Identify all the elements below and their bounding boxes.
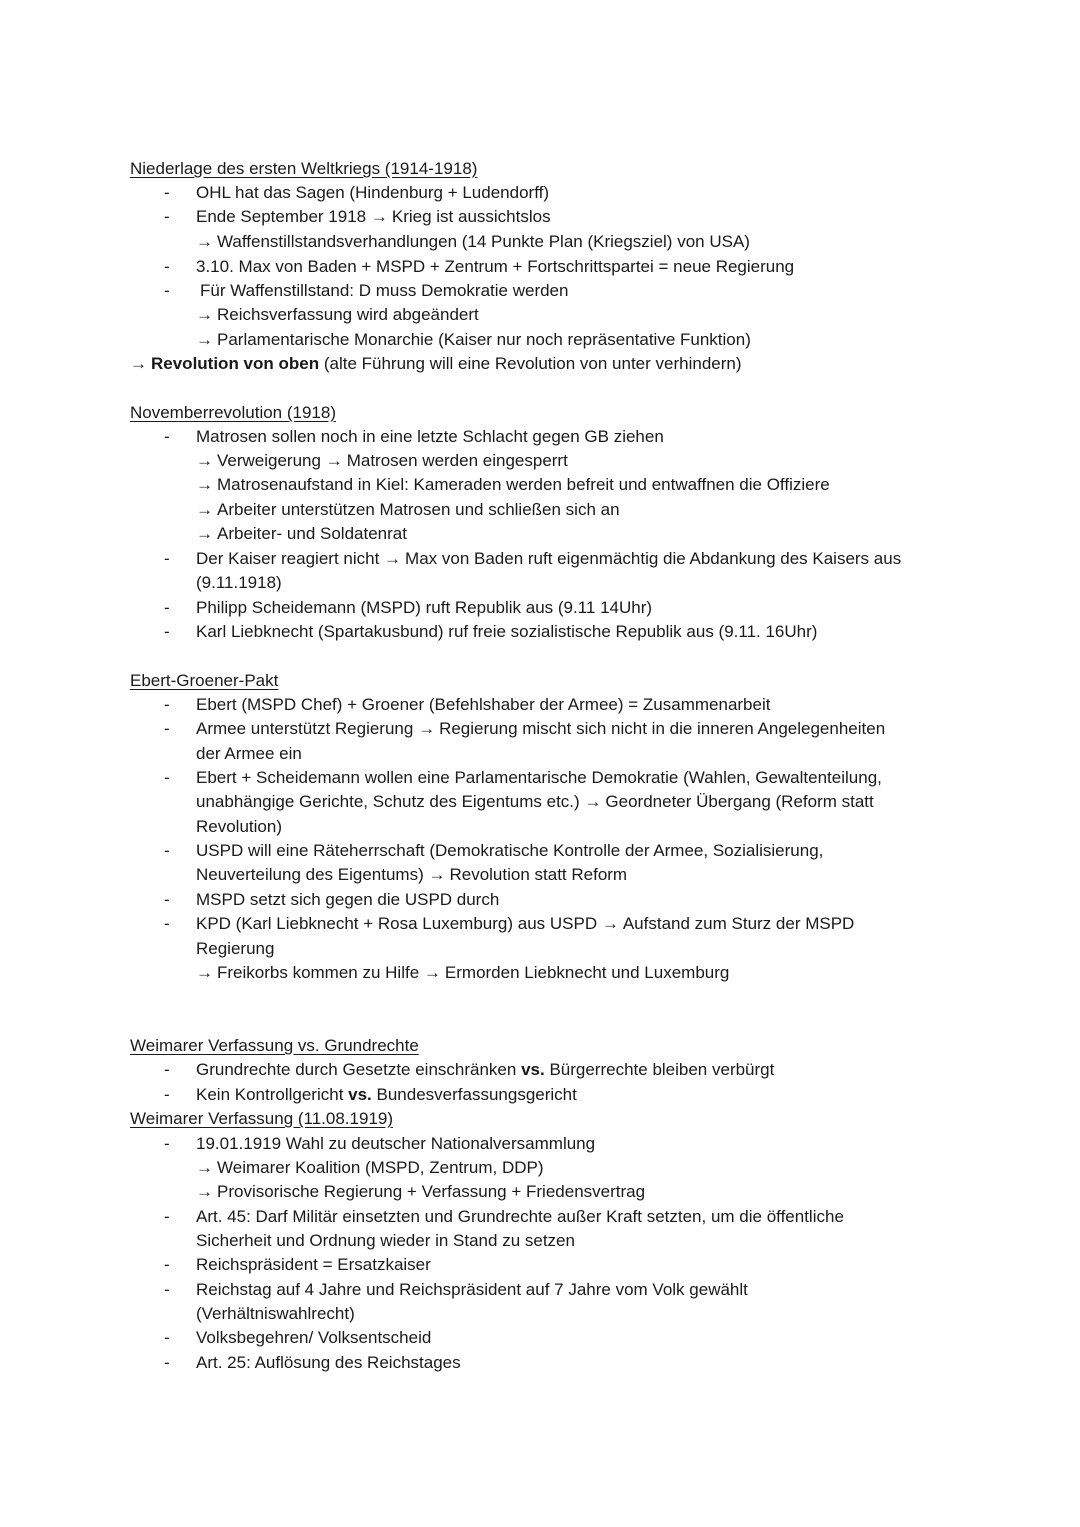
sub-item: → Freikorbs kommen zu Hilfe → Ermorden Liebknecht und Luxemburg: [196, 963, 730, 982]
summary-line: → Revolution von oben (alte Führung will eine Revolution von unter verhindern): [130, 354, 742, 373]
bullet-dash: -: [164, 1085, 170, 1104]
bullet-text: Ebert + Scheidemann wollen eine Parlamentarische Demokratie (Wahlen, Gewaltenteilung,: [196, 768, 882, 787]
sub-item: → Provisorische Regierung + Verfassung + Friedensvertrag: [196, 1182, 646, 1201]
bullet-text: KPD (Karl Liebknecht + Rosa Luxemburg) aus USPD → Aufstand zum Sturz der MSPD: [196, 914, 855, 933]
arrow-icon: →: [584, 792, 602, 811]
section-heading-verfassung-grundrechte: Weimarer Verfassung vs. Grundrechte: [130, 1036, 419, 1055]
sub-item: → Verweigerung → Matrosen werden eingesperrt: [196, 451, 568, 470]
bullet-dash: -: [164, 695, 170, 714]
sub-item: → Matrosenaufstand in Kiel: Kameraden werden befreit und entwaffnen die Offiziere: [196, 475, 830, 494]
bullet-text-continued: Revolution): [196, 817, 282, 836]
bullet-text: Karl Liebknecht (Spartakusbund) ruf freie sozialistische Republik aus (9.11. 16Uhr): [196, 622, 818, 641]
bullet-text: Ebert (MSPD Chef) + Groener (Befehlshaber der Armee) = Zusammenarbeit: [196, 695, 771, 714]
bullet-dash: -: [164, 768, 170, 787]
bullet-dash: -: [164, 1207, 170, 1226]
arrow-icon: →: [196, 524, 213, 543]
arrow-icon: →: [325, 451, 343, 470]
bullet-text: Armee unterstützt Regierung → Regierung mischt sich nicht in die inneren Angelegenheiten: [196, 719, 886, 738]
bullet-dash: -: [164, 1255, 170, 1274]
bullet-text-continued: Neuverteilung des Eigentums) → Revolution statt Reform: [196, 865, 628, 884]
sub-item: → Parlamentarische Monarchie (Kaiser nur noch repräsentative Funktion): [196, 330, 751, 349]
bullet-dash: -: [164, 549, 170, 568]
arrow-icon: →: [196, 500, 213, 519]
sub-item: → Weimarer Koalition (MSPD, Zentrum, DDP): [196, 1158, 544, 1177]
arrow-icon: →: [196, 1182, 213, 1201]
arrow-icon: →: [196, 232, 213, 251]
sub-item: → Arbeiter unterstützen Matrosen und schließen sich an: [196, 500, 620, 519]
bullet-text: OHL hat das Sagen (Hindenburg + Ludendorff): [196, 183, 549, 202]
arrow-icon: →: [196, 305, 213, 324]
bullet-dash: -: [164, 207, 170, 226]
bullet-text: Reichstag auf 4 Jahre und Reichspräsident auf 7 Jahre vom Volk gewählt: [196, 1280, 748, 1299]
bullet-dash: -: [164, 914, 170, 933]
bullet-dash: -: [164, 183, 170, 202]
bullet-text-continued: Regierung: [196, 939, 275, 958]
bullet-text: 19.01.1919 Wahl zu deutscher Nationalversammlung: [196, 1134, 596, 1153]
bullet-text-continued: unabhängige Gerichte, Schutz des Eigentums etc.) → Geordneter Übergang (Reform statt: [196, 792, 874, 811]
bullet-dash: -: [164, 257, 170, 276]
arrow-icon: →: [196, 963, 213, 982]
bullet-text: Art. 45: Darf Militär einsetzten und Grundrechte außer Kraft setzten, um die öffentliche: [196, 1207, 844, 1226]
arrow-icon: →: [423, 963, 441, 982]
arrow-icon: →: [418, 719, 436, 738]
arrow-icon: →: [428, 865, 446, 884]
bullet-dash: -: [164, 281, 170, 300]
bullet-dash: -: [164, 1134, 170, 1153]
bullet-text: Der Kaiser reagiert nicht → Max von Baden ruft eigenmächtig die Abdankung des Kaisers aus: [196, 549, 902, 568]
bullet-text: Kein Kontrollgericht vs. Bundesverfassungsgericht: [196, 1085, 577, 1104]
arrow-icon: →: [196, 330, 213, 349]
bullet-dash: -: [164, 622, 170, 641]
bullet-text-continued: (9.11.1918): [196, 573, 282, 592]
sub-item: → Waffenstillstandsverhandlungen (14 Punkte Plan (Kriegsziel) von USA): [196, 232, 750, 251]
section-heading-weimarer-verfassung: Weimarer Verfassung (11.08.1919): [130, 1109, 394, 1128]
arrow-icon: →: [601, 914, 619, 933]
section-heading-novemberrevolution: Novemberrevolution (1918): [130, 403, 336, 422]
bullet-text-continued: (Verhältniswahlrecht): [196, 1304, 355, 1323]
arrow-icon: →: [196, 451, 213, 470]
bullet-dash: -: [164, 1353, 170, 1372]
bullet-text: Ende September 1918 → Krieg ist aussichtslos: [196, 207, 551, 226]
arrow-icon: →: [384, 549, 402, 568]
bullet-dash: -: [164, 1328, 170, 1347]
arrow-icon: →: [370, 207, 388, 226]
bullet-dash: -: [164, 890, 170, 909]
bullet-text: Grundrechte durch Gesetzte einschränken vs. Bürgerrechte bleiben verbürgt: [196, 1060, 775, 1079]
sub-item: → Reichsverfassung wird abgeändert: [196, 305, 479, 324]
bullet-text: USPD will eine Räteherrschaft (Demokratische Kontrolle der Armee, Sozialisierung,: [196, 841, 824, 860]
bullet-text: MSPD setzt sich gegen die USPD durch: [196, 890, 500, 909]
section-heading-niederlage: Niederlage des ersten Weltkriegs (1914-1918): [130, 159, 478, 178]
bullet-text: Philipp Scheidemann (MSPD) ruft Republik aus (9.11 14Uhr): [196, 598, 653, 617]
bullet-text: Art. 25: Auflösung des Reichstages: [196, 1353, 461, 1372]
arrow-icon: →: [196, 475, 213, 494]
bullet-text: Matrosen sollen noch in eine letzte Schlacht gegen GB ziehen: [196, 427, 664, 446]
bullet-text-continued: der Armee ein: [196, 744, 302, 763]
bullet-dash: -: [164, 1060, 170, 1079]
arrow-icon: →: [130, 354, 147, 373]
bullet-dash: -: [164, 598, 170, 617]
bullet-text: Volksbegehren/ Volksentscheid: [196, 1328, 432, 1347]
bullet-dash: -: [164, 427, 170, 446]
bullet-dash: -: [164, 719, 170, 738]
arrow-icon: →: [196, 1158, 213, 1177]
bullet-text-continued: Sicherheit und Ordnung wieder in Stand zu setzen: [196, 1231, 575, 1250]
sub-item: → Arbeiter- und Soldatenrat: [196, 524, 407, 543]
bullet-text: Für Waffenstillstand: D muss Demokratie werden: [200, 281, 569, 300]
bullet-dash: -: [164, 1280, 170, 1299]
bullet-dash: -: [164, 841, 170, 860]
bullet-text: Reichspräsident = Ersatzkaiser: [196, 1255, 431, 1274]
section-heading-ebert-groener: Ebert-Groener-Pakt: [130, 671, 279, 690]
bullet-text: 3.10. Max von Baden + MSPD + Zentrum + Fortschrittspartei = neue Regierung: [196, 257, 795, 276]
